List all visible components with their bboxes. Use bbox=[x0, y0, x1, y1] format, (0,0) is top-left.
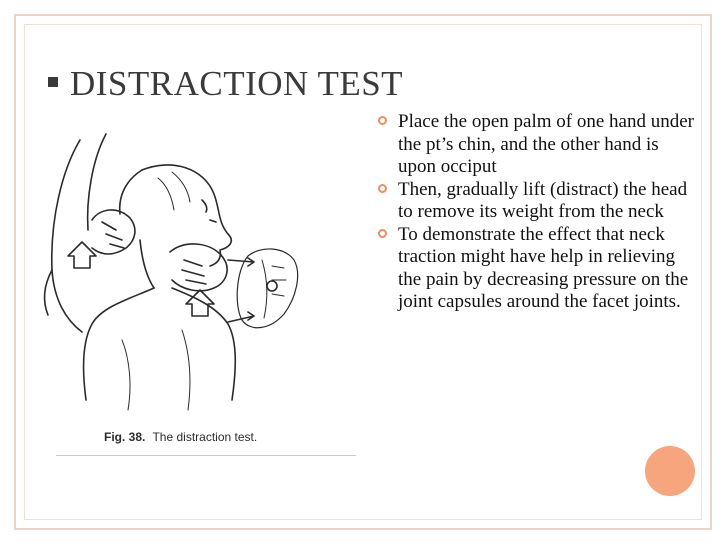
figure-caption-text: The distraction test. bbox=[152, 430, 258, 444]
bullet-list bbox=[374, 111, 700, 314]
bullet-text: To demonstrate the effect that neck traction might have help in relieving the pain by decreasing pressure on the joint capsules around the facet joints. bbox=[398, 223, 689, 312]
bullet-text: Place the open palm of one hand under the pt’s chin, and the other hand is upon occiput bbox=[398, 111, 694, 177]
distraction-test-illustration bbox=[22, 110, 364, 470]
figure-caption bbox=[104, 430, 257, 444]
figure-caption-number: Fig. 38. bbox=[104, 430, 146, 444]
circle-bullet-icon bbox=[378, 116, 387, 125]
list-item bbox=[374, 111, 700, 179]
circle-bullet-icon bbox=[378, 184, 387, 193]
bullet-text: Then, gradually lift (distract) the head to remove its weight from the neck bbox=[398, 178, 688, 222]
decorative-orange-circle bbox=[645, 446, 695, 496]
circle-bullet-icon bbox=[378, 229, 387, 238]
list-item bbox=[374, 179, 700, 224]
slide-title-text: DISTRACTION TEST bbox=[70, 64, 404, 103]
square-bullet-icon bbox=[48, 77, 58, 87]
list-item bbox=[374, 224, 700, 314]
slide-title bbox=[48, 64, 403, 104]
